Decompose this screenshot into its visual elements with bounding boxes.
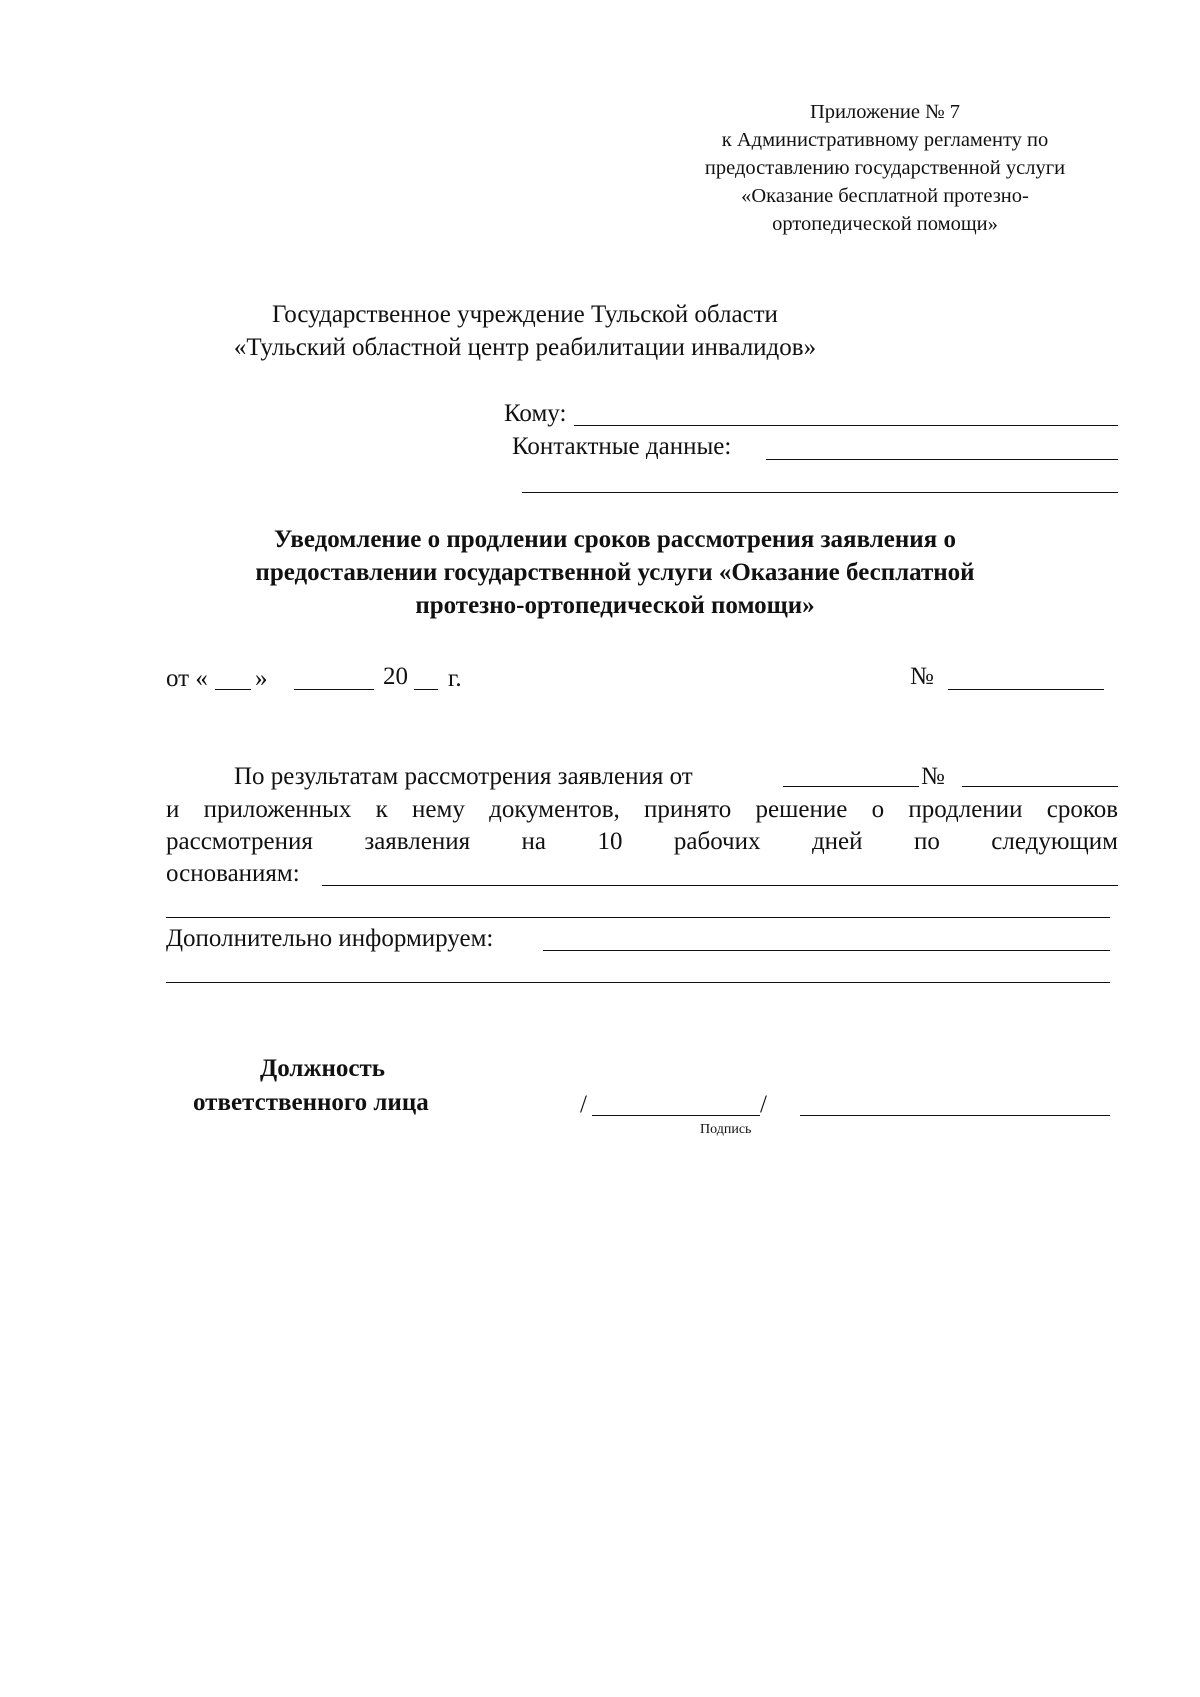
grounds-field-line-2[interactable] bbox=[166, 917, 1110, 918]
position-line-2: ответственного лица bbox=[193, 1089, 429, 1116]
to-field-line[interactable] bbox=[574, 425, 1118, 426]
body-word: следующим bbox=[991, 828, 1118, 855]
appendix-title: Приложение № 7 bbox=[809, 101, 961, 123]
appendix-line-2: предоставлению государственной услуги bbox=[704, 157, 1066, 179]
number-sign: № bbox=[910, 663, 934, 690]
signature-slash-right: / bbox=[760, 1091, 767, 1118]
date-year-suffix: г. bbox=[448, 665, 462, 692]
date-year-prefix: 20 bbox=[383, 663, 408, 690]
appendix-line-1: к Административному регламенту по bbox=[721, 129, 1049, 151]
body-word: рассмотрения bbox=[166, 828, 313, 855]
contacts-label: Контактные данные: bbox=[512, 433, 732, 460]
body-line-2: и приложенных к нему документов, принято решение о продлении сроков bbox=[166, 796, 1118, 823]
full-name-line[interactable] bbox=[800, 1115, 1110, 1116]
signature-line[interactable] bbox=[592, 1115, 760, 1116]
body-line-3 bbox=[166, 826, 1118, 857]
date-day-line[interactable] bbox=[215, 689, 251, 690]
contacts-field-line[interactable] bbox=[766, 459, 1118, 460]
date-from-label: от « bbox=[166, 665, 208, 692]
grounds-field-line[interactable] bbox=[322, 885, 1118, 886]
application-date-line[interactable] bbox=[783, 786, 919, 787]
date-month-line[interactable] bbox=[294, 689, 374, 690]
application-number-sign: № bbox=[921, 763, 945, 790]
notice-title-line-1: Уведомление о продлении сроков рассмотрения заявления о bbox=[274, 526, 956, 553]
date-quote-close: » bbox=[255, 665, 268, 692]
organization-line-1: Государственное учреждение Тульской области bbox=[272, 301, 778, 328]
notice-title bbox=[150, 523, 1080, 622]
organization-name bbox=[160, 298, 890, 364]
contacts-field-line-2[interactable] bbox=[522, 492, 1118, 493]
body-word: рабочих bbox=[673, 828, 761, 855]
organization-line-2: «Тульский областной центр реабилитации инвалидов» bbox=[233, 334, 817, 361]
date-year-line[interactable] bbox=[414, 689, 438, 690]
notice-title-line-2: предоставлении государственной услуги «Оказание бесплатной bbox=[255, 559, 975, 586]
body-word: дней bbox=[811, 828, 863, 855]
body-line-1: По результатам рассмотрения заявления от bbox=[234, 763, 693, 790]
additional-info-label: Дополнительно информируем: bbox=[166, 925, 494, 952]
body-word: на bbox=[521, 828, 547, 855]
appendix-line-4: ортопедической помощи» bbox=[772, 213, 998, 235]
signature-caption: Подпись bbox=[700, 1122, 752, 1137]
number-field-line[interactable] bbox=[948, 689, 1104, 690]
appendix-header bbox=[640, 98, 1130, 238]
notice-title-line-3: протезно-ортопедической помощи» bbox=[415, 592, 815, 619]
body-word: 10 bbox=[597, 828, 623, 855]
appendix-line-3: «Оказание бесплатной протезно- bbox=[741, 185, 1029, 207]
body-word: заявления bbox=[364, 828, 471, 855]
application-number-line[interactable] bbox=[962, 786, 1118, 787]
to-label: Кому: bbox=[504, 400, 567, 427]
signature-slash-left: / bbox=[580, 1091, 587, 1118]
grounds-label: основаниям: bbox=[166, 860, 300, 887]
additional-info-line[interactable] bbox=[543, 950, 1110, 951]
body-word: по bbox=[913, 828, 940, 855]
additional-info-line-2[interactable] bbox=[166, 982, 1110, 983]
position-line-1: Должность bbox=[260, 1055, 386, 1082]
